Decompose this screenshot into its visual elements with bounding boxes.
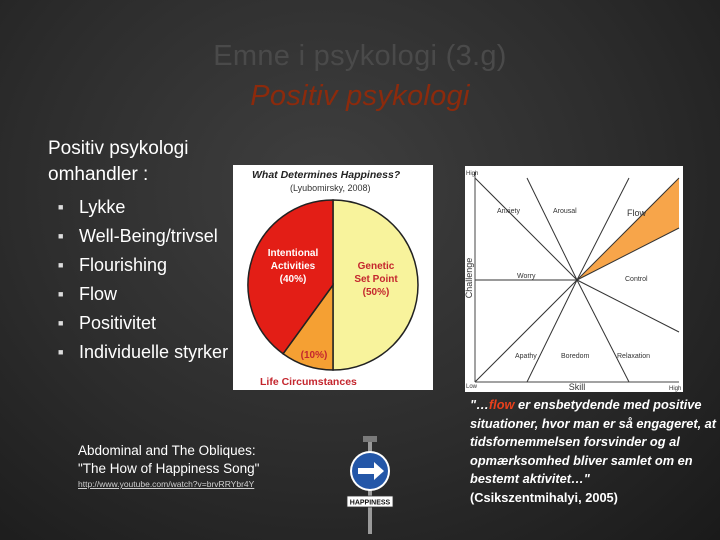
pie-slices bbox=[248, 200, 418, 370]
caption-line1: Abdominal and The Obliques: bbox=[78, 443, 256, 458]
happiness-pie-figure bbox=[233, 165, 433, 390]
road-sign-icon bbox=[325, 434, 415, 534]
pie-label-genetic-2: Set Point bbox=[354, 274, 398, 285]
region-apathy: Apathy bbox=[515, 353, 537, 360]
square-bullet-icon: ■ bbox=[58, 202, 64, 212]
youtube-link[interactable]: http://www.youtube.com/watch?v=brvRRYbr4Y bbox=[78, 479, 255, 489]
square-bullet-icon: ■ bbox=[58, 318, 64, 328]
pie-slice-genetic-set-point bbox=[333, 200, 418, 370]
bullet-text: Flourishing bbox=[79, 255, 168, 275]
flow-quote bbox=[470, 396, 720, 507]
slide-title-line2: Positiv psykologi bbox=[250, 80, 470, 112]
region-relaxation: Relaxation bbox=[617, 353, 651, 360]
list-item bbox=[58, 251, 228, 280]
bullet-text: Flow bbox=[79, 284, 118, 304]
intro-text: Positiv psykologi omhandler : bbox=[48, 138, 189, 185]
pie-label-life: (10%) bbox=[300, 350, 328, 361]
video-caption bbox=[78, 442, 308, 478]
pie-title: What Determines Happiness? bbox=[252, 169, 401, 181]
pie-label-intentional-1: Intentional bbox=[267, 248, 319, 259]
y-low-label: Low bbox=[466, 384, 478, 390]
pie-label-genetic-3: (50%) bbox=[362, 287, 390, 298]
flow-model-figure bbox=[465, 166, 683, 392]
list-item bbox=[58, 222, 228, 251]
region-control: Control bbox=[625, 276, 648, 283]
bullet-list bbox=[58, 193, 228, 367]
list-item bbox=[58, 309, 228, 338]
region-worry: Worry bbox=[517, 273, 536, 280]
bullet-text: Lykke bbox=[79, 197, 126, 217]
y-high-label: High bbox=[466, 171, 479, 177]
square-bullet-icon: ■ bbox=[58, 231, 64, 241]
bullet-text: Well-Being/trivsel bbox=[79, 226, 218, 246]
pie-label-intentional-3: (40%) bbox=[279, 274, 307, 285]
square-bullet-icon: ■ bbox=[58, 260, 64, 270]
quote-open: "… bbox=[470, 397, 489, 412]
region-anxiety: Anxiety bbox=[497, 208, 520, 215]
x-high-label: High bbox=[669, 386, 682, 392]
flow-model-svg bbox=[465, 166, 683, 392]
bullet-text: Positivitet bbox=[79, 313, 157, 333]
region-boredom: Boredom bbox=[561, 353, 590, 360]
bullet-text: Individuelle styrker bbox=[79, 342, 229, 362]
pie-footer: Life Circumstances bbox=[260, 376, 357, 388]
region-flow: Flow bbox=[627, 208, 647, 218]
pie-label-genetic-1: Genetic bbox=[357, 261, 395, 272]
slide-title-line1: Emne i psykologi (3.g) bbox=[213, 40, 507, 72]
square-bullet-icon: ■ bbox=[58, 347, 64, 357]
pie-subtitle: (Lyubomirsky, 2008) bbox=[290, 183, 371, 193]
quote-source: (Csikszentmihalyi, 2005) bbox=[470, 489, 618, 505]
region-arousal: Arousal bbox=[553, 208, 577, 215]
quote-body: er ensbetydende med positive situationer, hvor man er så engageret, at tidsfornemmelsen forsvinder og al opmærksomhed bliver samlet om en bestemt aktivitet…" bbox=[470, 397, 717, 486]
x-axis-label: Skill bbox=[568, 382, 586, 392]
list-item bbox=[58, 338, 228, 367]
pie-chart-svg bbox=[233, 165, 433, 390]
caption-line2: "The How of Happiness Song" bbox=[78, 461, 260, 476]
happiness-sign-image bbox=[325, 434, 415, 534]
sign-text: HAPPINESS bbox=[349, 499, 391, 507]
list-item bbox=[58, 280, 228, 309]
list-item bbox=[58, 193, 228, 222]
pie-label-intentional-2: Activities bbox=[270, 261, 316, 272]
square-bullet-icon: ■ bbox=[58, 289, 64, 299]
quote-flow-word: flow bbox=[488, 397, 515, 412]
y-axis-label: Challenge bbox=[465, 257, 474, 299]
